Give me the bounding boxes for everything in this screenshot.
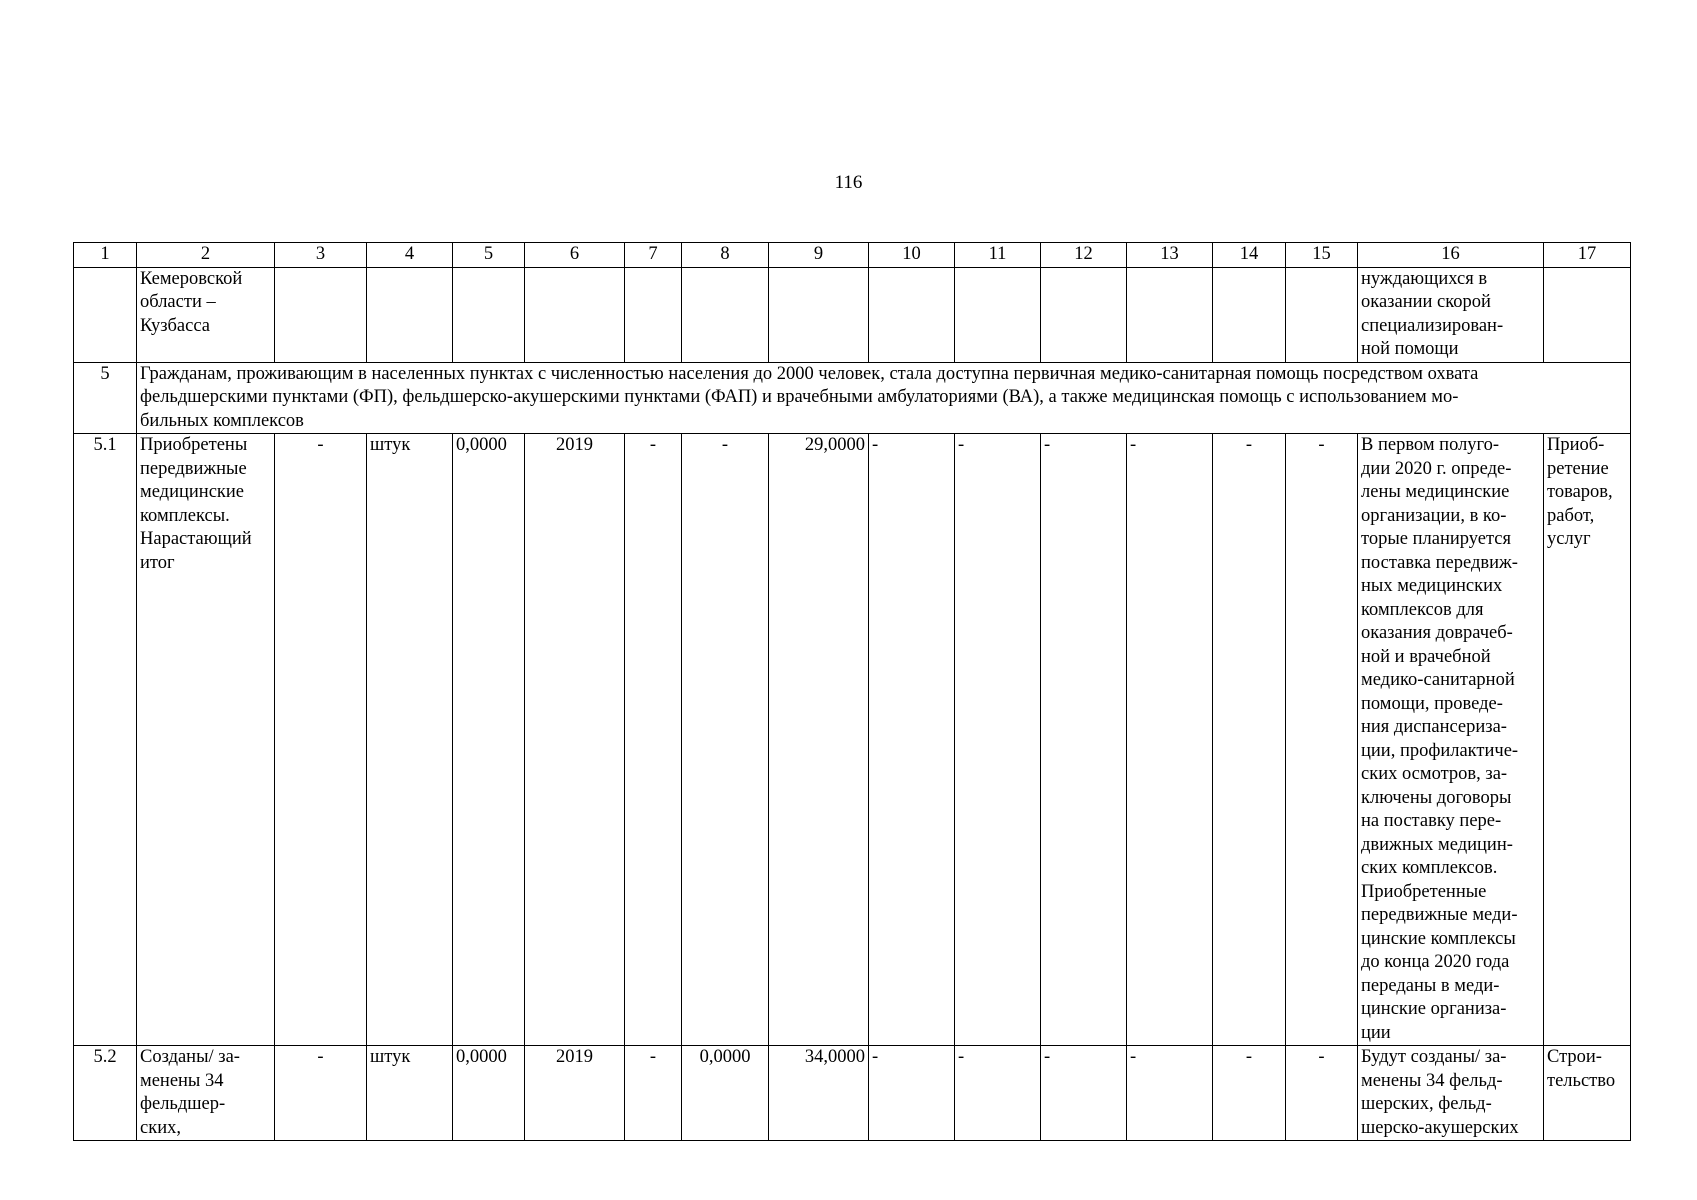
text-line: шерско-акушерских	[1361, 1117, 1519, 1138]
text-line: медико-санитарной	[1361, 670, 1515, 690]
section-number-cell: 5	[74, 362, 137, 434]
value-cell: -	[275, 1046, 367, 1141]
empty-cell	[869, 267, 955, 362]
text-line: торые планируется	[1361, 529, 1512, 549]
text-line: переданы в меди-	[1361, 975, 1500, 996]
type-cell	[1544, 267, 1631, 362]
value-cell: -	[1127, 1046, 1213, 1141]
indicator-name-cell	[137, 267, 275, 362]
text-line: фельдшер-	[140, 1094, 226, 1114]
empty-cell	[955, 267, 1041, 362]
text-line: до конца 2020 года	[1361, 952, 1510, 972]
value-cell: -	[1286, 1046, 1358, 1141]
text-line: услуг	[1547, 529, 1591, 549]
header-cell: 10	[869, 243, 955, 268]
text-line: бильных комплексов	[140, 410, 304, 431]
column-number-header-row	[74, 243, 1631, 268]
text-line: ной и врачебной	[1361, 646, 1491, 667]
value-cell: -	[1286, 434, 1358, 1046]
text-line: Кемеровской	[140, 268, 243, 289]
header-cell: 6	[525, 243, 625, 268]
text-line: цинские организа-	[1361, 999, 1507, 1019]
text-line: области –	[140, 292, 216, 312]
value-cell: 0,0000	[453, 434, 525, 1046]
value-cell: -	[1213, 434, 1286, 1046]
comment-cell	[1358, 1046, 1544, 1141]
header-cell: 7	[625, 243, 682, 268]
section-title-cell	[137, 362, 1631, 434]
unit-cell: штук	[367, 1046, 453, 1141]
value-cell: -	[869, 434, 955, 1046]
row-number-cell: 5.1	[74, 434, 137, 1046]
data-table	[73, 242, 1631, 1141]
text-line: итог	[140, 552, 175, 573]
header-cell: 8	[682, 243, 769, 268]
header-cell: 15	[1286, 243, 1358, 268]
year-cell: 2019	[525, 1046, 625, 1141]
text-line: шерских, фельд-	[1361, 1094, 1492, 1114]
value-cell: -	[869, 1046, 955, 1141]
text-line: тельство	[1547, 1070, 1616, 1091]
comment-cell	[1358, 267, 1544, 362]
text-line: ретение	[1547, 458, 1609, 479]
text-line: ной помощи	[1361, 339, 1459, 359]
text-line: комплексы.	[140, 505, 230, 526]
text-line: Гражданам, проживающим в населенных пунктах с численностью населения до 2000 человек, стала доступна первичная медико-санитарная помощь посредством охвата	[140, 363, 1479, 384]
text-line: движных медицин-	[1361, 834, 1513, 855]
text-line: Строи-	[1547, 1047, 1602, 1067]
text-line: оказании скорой	[1361, 292, 1491, 312]
text-line: дии 2020 г. опреде-	[1361, 458, 1512, 479]
empty-cell	[1127, 267, 1213, 362]
text-line: менены 34	[140, 1070, 224, 1091]
empty-cell	[453, 267, 525, 362]
text-line: Приоб-	[1547, 435, 1605, 455]
text-line: Созданы/ за-	[140, 1047, 240, 1067]
value-cell: -	[1041, 434, 1127, 1046]
header-cell: 5	[453, 243, 525, 268]
text-line: Кузбасса	[140, 315, 210, 336]
header-cell: 17	[1544, 243, 1631, 268]
text-line: В первом полуго-	[1361, 435, 1500, 455]
text-line: Нарастающий	[140, 529, 252, 549]
text-line: ключены договоры	[1361, 787, 1512, 808]
page-number: 116	[834, 172, 863, 193]
type-cell	[1544, 434, 1631, 1046]
section-row-5	[74, 362, 1631, 434]
header-cell: 3	[275, 243, 367, 268]
text-line: поставка передвиж-	[1361, 552, 1518, 573]
value-cell: 34,0000	[769, 1046, 869, 1141]
text-line: ции	[1361, 1022, 1391, 1043]
text-line: ских комплексов.	[1361, 858, 1498, 878]
empty-cell	[1213, 267, 1286, 362]
table-row-continuation	[74, 267, 1631, 362]
header-cell: 11	[955, 243, 1041, 268]
text-line: на поставку пере-	[1361, 811, 1502, 831]
text-line: специализирован-	[1361, 315, 1504, 336]
empty-cell	[682, 267, 769, 362]
value-cell: -	[955, 434, 1041, 1046]
comment-cell	[1358, 434, 1544, 1046]
unit-cell: штук	[367, 434, 453, 1046]
empty-cell	[769, 267, 869, 362]
text-line: оказания доврачеб-	[1361, 623, 1513, 643]
text-line: ных медицинских	[1361, 576, 1503, 596]
text-line: помощи, проведе-	[1361, 693, 1503, 714]
row-number-cell: 5.2	[74, 1046, 137, 1141]
header-cell: 4	[367, 243, 453, 268]
value-cell: 29,0000	[769, 434, 869, 1046]
year-cell: 2019	[525, 434, 625, 1046]
text-line: лены медицинские	[1361, 482, 1510, 502]
value-cell: -	[955, 1046, 1041, 1141]
text-line: Приобретенные	[1361, 881, 1487, 902]
header-cell: 16	[1358, 243, 1544, 268]
value-cell: -	[625, 1046, 682, 1141]
indicator-name-cell	[137, 434, 275, 1046]
value-cell: -	[682, 434, 769, 1046]
text-line: ских,	[140, 1117, 181, 1138]
value-cell: -	[275, 434, 367, 1046]
text-line: ния диспансериза-	[1361, 717, 1507, 737]
empty-cell	[1286, 267, 1358, 362]
header-cell: 9	[769, 243, 869, 268]
text-line: организации, в ко-	[1361, 505, 1507, 526]
text-line: передвижные меди-	[1361, 905, 1518, 925]
value-cell: -	[625, 434, 682, 1046]
value-cell: -	[1213, 1046, 1286, 1141]
header-cell: 1	[74, 243, 137, 268]
text-line: товаров,	[1547, 482, 1613, 502]
value-cell: -	[1041, 1046, 1127, 1141]
text-line: менены 34 фельд-	[1361, 1070, 1503, 1091]
table-row-5-1	[74, 434, 1631, 1046]
text-line: Приобретены	[140, 435, 248, 455]
empty-cell	[275, 267, 367, 362]
table-row-5-2	[74, 1046, 1631, 1141]
type-cell	[1544, 1046, 1631, 1141]
header-cell: 12	[1041, 243, 1127, 268]
header-cell: 14	[1213, 243, 1286, 268]
row-number-cell	[74, 267, 137, 362]
text-line: ских осмотров, за-	[1361, 764, 1508, 784]
text-line: медицинские	[140, 482, 244, 502]
text-line: работ,	[1547, 505, 1595, 526]
indicator-name-cell	[137, 1046, 275, 1141]
empty-cell	[1041, 267, 1127, 362]
empty-cell	[625, 267, 682, 362]
empty-cell	[525, 267, 625, 362]
text-line: Будут созданы/ за-	[1361, 1047, 1507, 1067]
value-cell: 0,0000	[453, 1046, 525, 1141]
text-line: нуждающихся в	[1361, 268, 1488, 289]
text-line: цинские комплексы	[1361, 928, 1516, 949]
header-cell: 13	[1127, 243, 1213, 268]
header-cell: 2	[137, 243, 275, 268]
value-cell: -	[1127, 434, 1213, 1046]
value-cell: 0,0000	[682, 1046, 769, 1141]
text-line: ции, профилактиче-	[1361, 740, 1519, 761]
empty-cell	[367, 267, 453, 362]
text-line: комплексов для	[1361, 599, 1484, 620]
text-line: передвижные	[140, 458, 247, 479]
text-line: фельдшерскими пунктами (ФП), фельдшерско-акушерскими пунктами (ФАП) и врачебными амбулаториями (ВА), а также медицинская помощь с использованием мо-	[140, 387, 1459, 407]
